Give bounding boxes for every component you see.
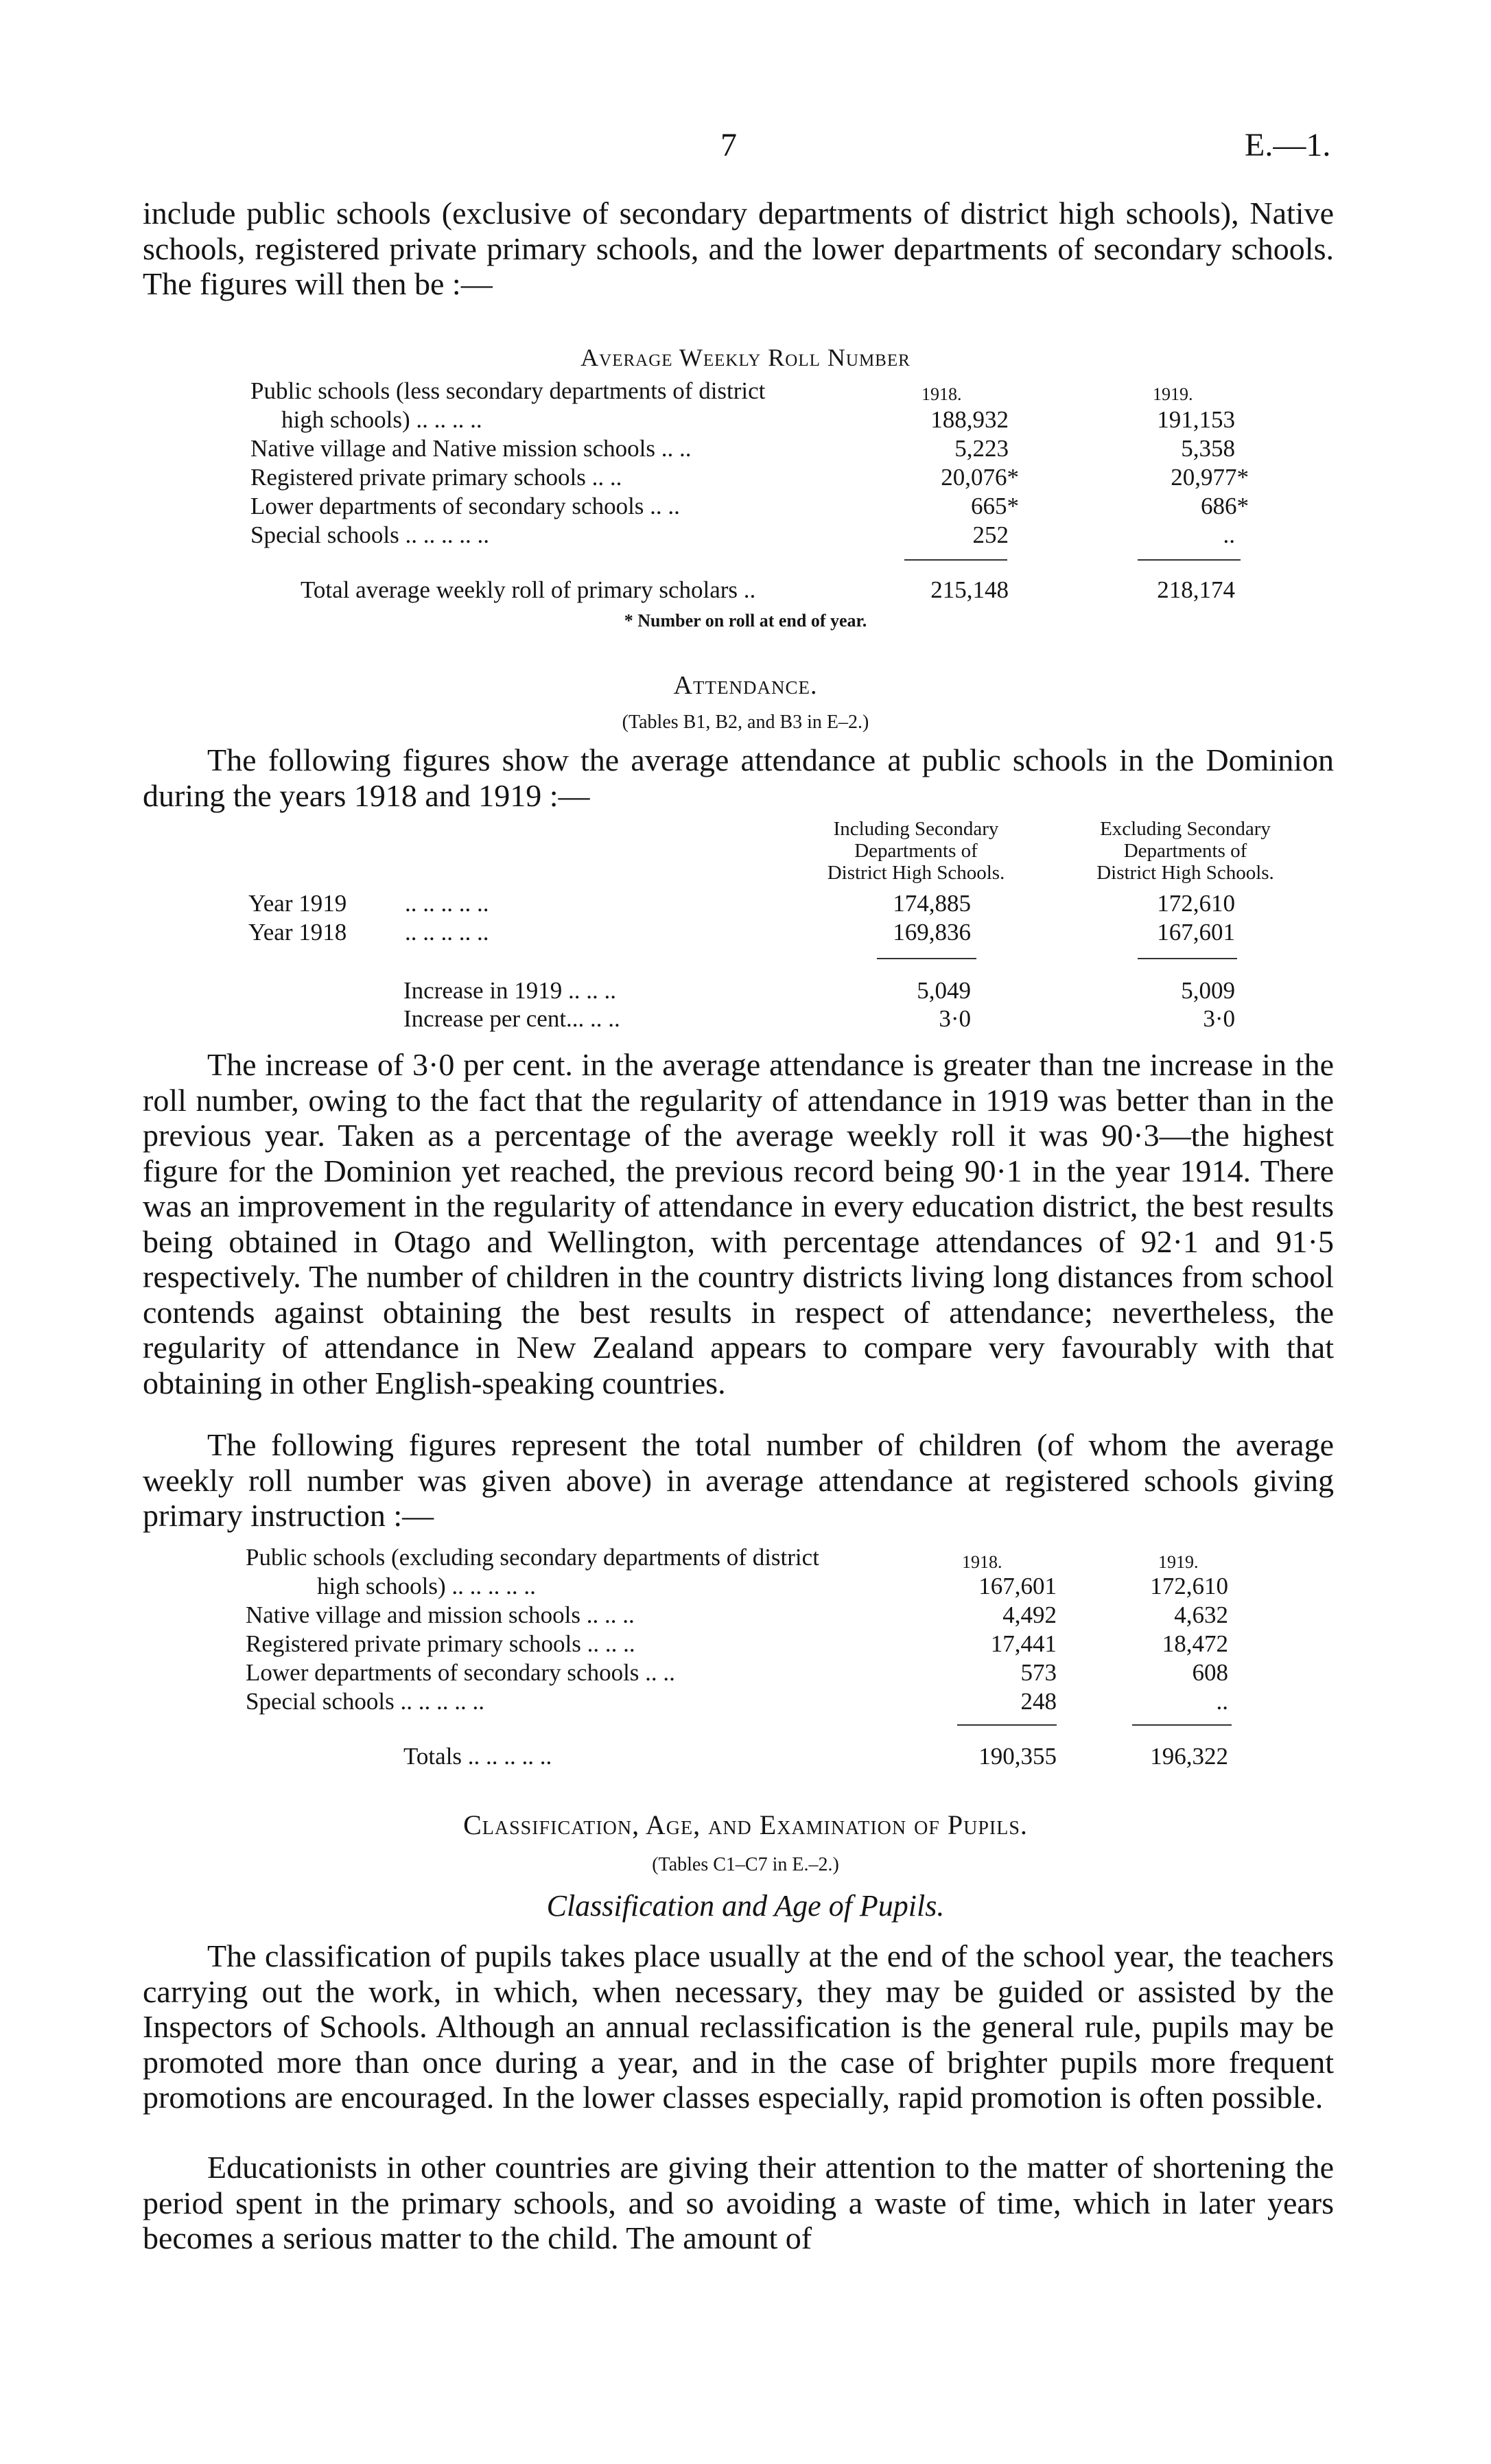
roll-table-title: Average Weekly Roll Number bbox=[580, 344, 911, 371]
increase-excluding-value: 3·0 bbox=[1203, 1005, 1235, 1032]
roll-total-rule bbox=[1138, 559, 1241, 561]
classification-paragraph-2: Educationists in other countries are giving their attention to the matter of shortening the period spent in the primary schools, and so avoiding a waste of time, which in later years becomes a serious matter to the child. The amount of bbox=[143, 2150, 1334, 2255]
classification-subheading: Classification and Age of Pupils. bbox=[546, 1889, 945, 1923]
roll-total-label: Total average weekly roll of primary scholars .. bbox=[301, 576, 756, 603]
roll-col-1918: 1918. bbox=[921, 384, 962, 404]
roll-row-label: Registered private primary schools .. .. bbox=[250, 464, 622, 491]
attend-value-1919: 608 bbox=[1192, 1659, 1228, 1686]
attendance-year-label: Year 1919 bbox=[248, 890, 347, 917]
attendance-leader-dots: .. .. .. .. .. bbox=[405, 890, 489, 917]
roll-value-1918: 188,932 bbox=[930, 406, 1009, 433]
attendance-rule bbox=[1138, 958, 1237, 959]
roll-value-1919: 686* bbox=[1201, 493, 1249, 519]
attend-value-1918: 17,441 bbox=[990, 1630, 1057, 1657]
attend-total-label: Totals .. .. .. .. .. bbox=[403, 1743, 552, 1770]
attend-value-1919: 172,610 bbox=[1150, 1573, 1228, 1599]
attend-value-1919: .. bbox=[1216, 1688, 1228, 1715]
attendance-subtitle: (Tables B1, B2, and B3 in E–2.) bbox=[622, 712, 869, 733]
attend-value-1918: 4,492 bbox=[1002, 1601, 1057, 1628]
following-paragraph: The following figures represent the total number of children (of whom the average weekly roll number was given above) in average attendance at registered schools giving primary instruction :— bbox=[143, 1427, 1334, 1533]
roll-col-1919: 1919. bbox=[1153, 384, 1193, 404]
roll-row-label: Public schools (less secondary departments of district bbox=[250, 377, 766, 404]
roll-value-1919: 5,358 bbox=[1181, 435, 1235, 462]
increase-label: Increase in 1919 .. .. .. bbox=[403, 977, 617, 1004]
attendance-title: Attendance. bbox=[673, 671, 818, 700]
increase-paragraph: The increase of 3·0 per cent. in the average attendance is greater than tne increase in the roll number, owing to the fact that the regularity of attendance in 1919 was better than in the previous year. Taken as a percentage of the average weekly roll it was 90·3—the highest figure for the Dominion yet reached, the previous record being 90·1 in the year 1914. There was an improvement in the regularity of attendance in every education district, the best results being obtained in Otago and Wellington, with percentage attendances of 92·1 and 91·5 respectively. The number of children in the country districts living long distances from school contends against obtaining the best results in respect of attendance; nevertheless, the regularity of attendance in New Zealand appears to compare very favourably with that obtaining in other English-speaking countries. bbox=[143, 1047, 1334, 1400]
attendance-year-label: Year 1918 bbox=[248, 919, 347, 946]
attendance-rule bbox=[877, 958, 976, 959]
attend-value-1918: 167,601 bbox=[978, 1573, 1057, 1599]
report-reference: E.—1. bbox=[1245, 127, 1331, 163]
roll-value-1918: 665* bbox=[971, 493, 1019, 519]
attend-value-1919: 18,472 bbox=[1162, 1630, 1228, 1657]
increase-including-value: 3·0 bbox=[939, 1005, 971, 1032]
classification-paragraph-1: The classification of pupils takes place usually at the end of the school year, the teachers carrying out the work, in which, when necessary, they may be guided or assisted by the Inspectors of Schools. Although an annual reclassification is the general rule, pupils may be promoted more than once during a year, and in the case of brighter pupils more frequent promotions are encouraged. In the lower classes especially, rapid promotion is often possible. bbox=[143, 1938, 1334, 2115]
attend-row-label: Native village and mission schools .. .. .. bbox=[246, 1601, 635, 1628]
attendance-leader-dots: .. .. .. .. .. bbox=[405, 919, 489, 946]
roll-total-1919: 218,174 bbox=[1157, 576, 1235, 603]
attend-row-label: Public schools (excluding secondary departments of district bbox=[246, 1544, 819, 1571]
roll-value-1919: 191,153 bbox=[1157, 406, 1235, 433]
attend-col-1918: 1918. bbox=[962, 1552, 1002, 1572]
roll-total-1918: 215,148 bbox=[930, 576, 1009, 603]
attend-total-rule bbox=[957, 1724, 1057, 1726]
attend-total-rule bbox=[1132, 1724, 1232, 1726]
attend-value-1919: 4,632 bbox=[1174, 1601, 1228, 1628]
attendance-including-value: 174,885 bbox=[893, 890, 971, 917]
roll-value-1918: 5,223 bbox=[954, 435, 1009, 462]
roll-total-rule bbox=[904, 559, 1007, 561]
attend-col-1919: 1919. bbox=[1158, 1552, 1199, 1572]
classification-title: Classification, Age, and Examination of Pupils. bbox=[463, 1809, 1028, 1840]
roll-value-1918: 252 bbox=[972, 521, 1009, 548]
classification-subtitle: (Tables C1–C7 in E.–2.) bbox=[652, 1854, 839, 1875]
roll-value-1919: .. bbox=[1223, 521, 1235, 548]
attend-value-1918: 573 bbox=[1020, 1659, 1057, 1686]
roll-row-label: Native village and Native mission schools .. .. bbox=[250, 435, 692, 462]
roll-row-label: Special schools .. .. .. .. .. bbox=[250, 521, 490, 548]
attend-total-1918: 190,355 bbox=[978, 1743, 1057, 1770]
attend-row-label: Registered private primary schools .. .. .. bbox=[246, 1630, 635, 1657]
intro-paragraph: include public schools (exclusive of secondary departments of district high schools), Native schools, registered private primary schools, and the lower departments of secondary schools. The figures will then be :— bbox=[143, 196, 1334, 301]
increase-label: Increase per cent... .. .. bbox=[403, 1005, 620, 1032]
roll-value-1919: 20,977* bbox=[1171, 464, 1249, 491]
attend-value-1918: 248 bbox=[1020, 1688, 1057, 1715]
attend-total-1919: 196,322 bbox=[1150, 1743, 1228, 1770]
increase-including-value: 5,049 bbox=[917, 977, 971, 1004]
attendance-excluding-value: 167,601 bbox=[1157, 919, 1235, 946]
page-number: 7 bbox=[720, 127, 737, 163]
attend-row-label: Lower departments of secondary schools .. .. bbox=[246, 1659, 675, 1686]
attend-row-label: high schools) .. .. .. .. .. bbox=[317, 1573, 536, 1599]
attendance-excluding-value: 172,610 bbox=[1157, 890, 1235, 917]
roll-row-label: high schools) .. .. .. .. bbox=[281, 406, 482, 433]
attendance-paragraph: The following figures show the average attendance at public schools in the Dominion during the years 1918 and 1919 :— bbox=[143, 742, 1334, 813]
roll-value-1918: 20,076* bbox=[941, 464, 1019, 491]
attendance-including-value: 169,836 bbox=[893, 919, 971, 946]
attendance-col-excluding: Excluding Secondary Departments of District High Schools. bbox=[1096, 818, 1274, 884]
roll-footnote: * Number on roll at end of year. bbox=[624, 611, 867, 631]
attendance-col-including: Including Secondary Departments of District High Schools. bbox=[827, 818, 1005, 884]
roll-row-label: Lower departments of secondary schools .. .. bbox=[250, 493, 680, 519]
increase-excluding-value: 5,009 bbox=[1181, 977, 1235, 1004]
attend-row-label: Special schools .. .. .. .. .. bbox=[246, 1688, 485, 1715]
